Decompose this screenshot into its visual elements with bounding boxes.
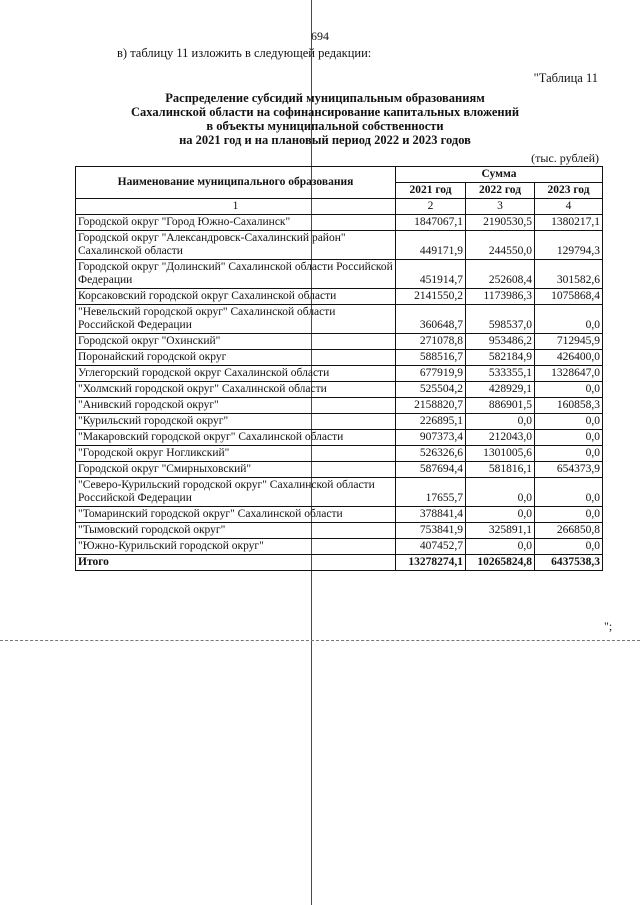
value-2023: 0,0 xyxy=(535,430,603,446)
table-row xyxy=(76,478,603,507)
table-row xyxy=(76,231,603,260)
table-row xyxy=(76,289,603,305)
value-2021: 907373,4 xyxy=(396,430,466,446)
value-2022: 0,0 xyxy=(466,478,535,507)
value-2021: 588516,7 xyxy=(396,350,466,366)
value-2021: 451914,7 xyxy=(396,260,466,289)
value-2021: 677919,9 xyxy=(396,366,466,382)
value-2022: 1173986,3 xyxy=(466,289,535,305)
table-heading xyxy=(60,91,590,147)
municipality-name: "Томаринский городской округ" Сахалинской области xyxy=(76,507,396,523)
municipality-name: "Анивский городской округ" xyxy=(76,398,396,414)
table-label: "Таблица 11 xyxy=(533,71,598,85)
value-2021: 753841,9 xyxy=(396,523,466,539)
header-year: 2023 год xyxy=(535,183,603,199)
table-row xyxy=(76,430,603,446)
value-2023: 266850,8 xyxy=(535,523,603,539)
index-cell: 2 xyxy=(396,199,466,215)
value-2023: 0,0 xyxy=(535,414,603,430)
municipality-name: "Городской округ Ногликский" xyxy=(76,446,396,462)
value-2021: 378841,4 xyxy=(396,507,466,523)
table-body xyxy=(76,199,603,571)
value-2022: 581816,1 xyxy=(466,462,535,478)
value-2022: 325891,1 xyxy=(466,523,535,539)
value-2022: 0,0 xyxy=(466,539,535,555)
value-2023: 0,0 xyxy=(535,507,603,523)
value-2022: 212043,0 xyxy=(466,430,535,446)
intro-text: в) таблицу 11 изложить в следующей редакции: xyxy=(117,46,372,60)
value-2023: 1328647,0 xyxy=(535,366,603,382)
value-2022: 0,0 xyxy=(466,507,535,523)
value-2021: 526326,6 xyxy=(396,446,466,462)
header-year: 2021 год xyxy=(396,183,466,199)
value-2021: 271078,8 xyxy=(396,334,466,350)
header-name: Наименование муниципального образования xyxy=(76,167,396,199)
table-row xyxy=(76,215,603,231)
value-2022: 533355,1 xyxy=(466,366,535,382)
municipality-name: Городской округ "Охинский" xyxy=(76,334,396,350)
index-row xyxy=(76,199,603,215)
value-2023: 0,0 xyxy=(535,305,603,334)
municipality-name: "Макаровский городской округ" Сахалинской области xyxy=(76,430,396,446)
value-2023: 301582,6 xyxy=(535,260,603,289)
municipality-name: Углегорский городской округ Сахалинской области xyxy=(76,366,396,382)
value-2022: 886901,5 xyxy=(466,398,535,414)
heading-line-1: Распределение субсидий муниципальным образованиям xyxy=(165,91,485,105)
units-label: (тыс. рублей) xyxy=(531,151,599,165)
value-2022: 428929,1 xyxy=(466,382,535,398)
value-2022: 1301005,6 xyxy=(466,446,535,462)
municipality-name: "Тымовский городской округ" xyxy=(76,523,396,539)
municipality-name: Городской округ "Александровск-Сахалинский район" Сахалинской области xyxy=(76,231,396,260)
municipality-name: "Невельский городской округ" Сахалинской области Российской Федерации xyxy=(76,305,396,334)
table-row xyxy=(76,398,603,414)
table-row xyxy=(76,507,603,523)
value-2022: 0,0 xyxy=(466,414,535,430)
value-2023: 129794,3 xyxy=(535,231,603,260)
value-2022: 2190530,5 xyxy=(466,215,535,231)
value-2023: 654373,9 xyxy=(535,462,603,478)
header-year: 2022 год xyxy=(466,183,535,199)
table-row xyxy=(76,334,603,350)
table-row xyxy=(76,523,603,539)
header-sum: Сумма xyxy=(396,167,603,183)
heading-line-3: в объекты муниципальной собственности xyxy=(206,119,444,133)
municipality-name: Поронайский городской округ xyxy=(76,350,396,366)
value-2023: 160858,3 xyxy=(535,398,603,414)
municipality-name: Городской округ "Город Южно-Сахалинск" xyxy=(76,215,396,231)
table-row xyxy=(76,462,603,478)
value-2023: 712945,9 xyxy=(535,334,603,350)
page-divider xyxy=(0,640,640,641)
value-2021: 2158820,7 xyxy=(396,398,466,414)
value-2021: 17655,7 xyxy=(396,478,466,507)
value-2021: 13278274,1 xyxy=(396,555,466,571)
index-cell: 4 xyxy=(535,199,603,215)
heading-line-4: на 2021 год и на плановый период 2022 и 2023 годов xyxy=(179,133,471,147)
table-row xyxy=(76,305,603,334)
value-2023: 0,0 xyxy=(535,478,603,507)
municipality-name: "Курильский городской округ" xyxy=(76,414,396,430)
value-2021: 226895,1 xyxy=(396,414,466,430)
value-2022: 252608,4 xyxy=(466,260,535,289)
municipality-name: Корсаковский городской округ Сахалинской области xyxy=(76,289,396,305)
value-2022: 598537,0 xyxy=(466,305,535,334)
table-row xyxy=(76,260,603,289)
page-number: 694 xyxy=(311,29,329,43)
municipality-name: Городской округ "Смирныховский" xyxy=(76,462,396,478)
value-2021: 1847067,1 xyxy=(396,215,466,231)
value-2023: 0,0 xyxy=(535,382,603,398)
table-row xyxy=(76,539,603,555)
value-2021: 587694,4 xyxy=(396,462,466,478)
municipality-name: Городской округ "Долинский" Сахалинской области Российской Федерации xyxy=(76,260,396,289)
value-2023: 0,0 xyxy=(535,446,603,462)
table-row xyxy=(76,414,603,430)
table-row xyxy=(76,366,603,382)
value-2022: 10265824,8 xyxy=(466,555,535,571)
table-row xyxy=(76,350,603,366)
total-row xyxy=(76,555,603,571)
subsidy-table xyxy=(75,166,603,571)
value-2023: 426400,0 xyxy=(535,350,603,366)
index-cell: 3 xyxy=(466,199,535,215)
value-2023: 1075868,4 xyxy=(535,289,603,305)
municipality-name: "Северо-Курильский городской округ" Сахалинской области Российской Федерации xyxy=(76,478,396,507)
value-2023: 6437538,3 xyxy=(535,555,603,571)
closing-quote: "; xyxy=(604,619,613,633)
value-2021: 449171,9 xyxy=(396,231,466,260)
value-2021: 360648,7 xyxy=(396,305,466,334)
value-2022: 582184,9 xyxy=(466,350,535,366)
heading-line-2: Сахалинской области на софинансирование капитальных вложений xyxy=(130,105,520,119)
value-2021: 525504,2 xyxy=(396,382,466,398)
value-2021: 2141550,2 xyxy=(396,289,466,305)
municipality-name: Итого xyxy=(76,555,396,571)
table-row xyxy=(76,446,603,462)
municipality-name: "Южно-Курильский городской округ" xyxy=(76,539,396,555)
value-2021: 407452,7 xyxy=(396,539,466,555)
value-2022: 953486,2 xyxy=(466,334,535,350)
index-cell: 1 xyxy=(76,199,396,215)
municipality-name: "Холмский городской округ" Сахалинской области xyxy=(76,382,396,398)
table-row xyxy=(76,382,603,398)
value-2023: 1380217,1 xyxy=(535,215,603,231)
value-2022: 244550,0 xyxy=(466,231,535,260)
value-2023: 0,0 xyxy=(535,539,603,555)
